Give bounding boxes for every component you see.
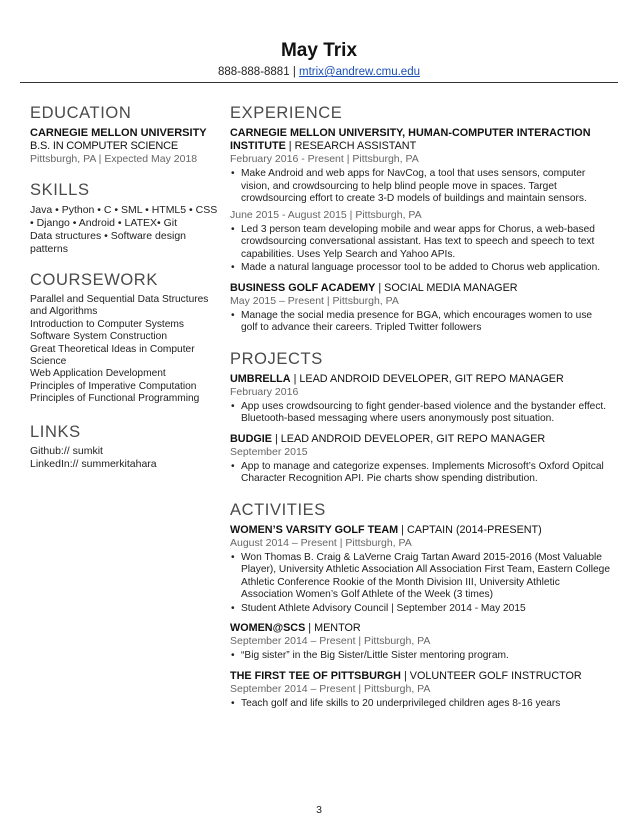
entry-date: February 2016 <box>230 385 299 398</box>
email-link[interactable]: mtrix@andrew.cmu.edu <box>299 66 420 78</box>
links-section <box>30 445 220 471</box>
course-item: Principles of Imperative Computation <box>30 380 197 392</box>
education-details: Pittsburgh, PA | Expected May 2018 <box>30 153 198 165</box>
bullet-item: • App uses crowdsourcing to fight gender-based violence and the bystander effect. Bluetooth-based messaging where users anonymously post situation. <box>241 401 610 426</box>
entry-role: | LEAD ANDROID DEVELOPER, GIT REPO MANAGER <box>290 372 564 385</box>
entry-date: September 2015 <box>230 445 308 458</box>
entry-bullets <box>230 698 610 711</box>
entry-date: September 2014 – Present | Pittsburgh, PA <box>230 682 431 695</box>
coursework-list <box>30 294 220 406</box>
experience-entry <box>230 282 610 335</box>
contact-separator: | <box>292 66 296 78</box>
entry-bullets <box>230 650 610 663</box>
entry-org: UMBRELLA <box>230 372 291 385</box>
entry-title <box>230 433 610 446</box>
header-divider <box>20 82 618 83</box>
course-item: Software System Construction <box>30 331 168 343</box>
entry-role: | CAPTAIN (2014-PRESENT) <box>398 523 542 536</box>
bullet-item: • App to manage and categorize expenses. Implements Microsoft’s Oxford Opitcal Character Recognition API. Pie charts show spending distribution. <box>241 461 610 486</box>
entry-title <box>230 670 610 683</box>
entry-date: September 2014 – Present | Pittsburgh, PA <box>230 635 431 647</box>
bullet-item: • Made a natural language processor tool to be added to Chorus web application. <box>241 262 610 275</box>
project-entry <box>230 373 610 426</box>
entry-role: | VOLUNTEER GOLF INSTRUCTOR <box>400 669 582 682</box>
experience-heading: EXPERIENCE <box>230 104 343 122</box>
entry-role: | LEAD ANDROID DEVELOPER, GIT REPO MANAGER <box>272 432 546 445</box>
entry-org: BUDGIE <box>230 432 272 445</box>
entry-bullets <box>230 224 610 275</box>
resume-header <box>0 40 638 78</box>
contact-line <box>0 66 638 78</box>
entry-title <box>230 127 610 153</box>
entry-bullets <box>230 310 610 335</box>
bullet-item: • Student Athlete Advisory Council | September 2014 - May 2015 <box>241 603 610 616</box>
activities-heading: ACTIVITIES <box>230 500 326 519</box>
education-heading: EDUCATION <box>30 104 132 122</box>
course-item: Great Theoretical Ideas in Computer Science <box>30 343 195 368</box>
entry-role: | SOCIAL MEDIA MANAGER <box>375 281 518 294</box>
skills-languages: Java • Python • C • SML • HTML5 • CSS • Django • Android • LATEX• Git <box>30 204 218 229</box>
entry-date: June 2015 - August 2015 | Pittsburgh, PA <box>230 208 422 221</box>
left-column <box>30 103 220 471</box>
links-heading: LINKS <box>30 422 81 441</box>
course-item: Web Application Development <box>30 368 166 380</box>
entry-bullets <box>230 401 610 426</box>
project-entry <box>230 433 610 486</box>
coursework-heading: COURSEWORK <box>30 271 158 289</box>
activity-entry <box>230 622 610 663</box>
entry-date: August 2014 – Present | Pittsburgh, PA <box>230 536 412 549</box>
candidate-name: May Trix <box>280 40 358 61</box>
school-name: CARNEGIE MELLON UNIVERSITY <box>30 127 207 139</box>
entry-org: WOMEN@SCS <box>230 622 306 634</box>
entry-title <box>230 524 610 537</box>
bullet-item: • Won Thomas B. Craig & LaVerne Craig Tartan Award 2015-2016 (Most Valuable Player), University Athletic Association All Association First Team, Eastern College Athletic Conference Rookie of the Month Division III, University Athletic Association Women’s Golf Athlete of the Week (3 times) <box>241 552 610 602</box>
page-number: 3 <box>316 804 322 816</box>
entry-org: BUSINESS GOLF ACADEMY <box>230 281 376 294</box>
activity-entry <box>230 670 610 711</box>
activity-entry <box>230 524 610 616</box>
bullet-item: • Make Android and web apps for NavCog, a tool that uses sensors, computer vision, and crowdsourcing to help blind people move in spaces. Target crowdsourcing effort to create 3-D models of buildings and maintain sensors. <box>241 168 610 206</box>
bullet-item: • “Big sister” in the Big Sister/Little Sister mentoring program. <box>241 650 610 663</box>
course-item: Principles of Functional Programming <box>30 393 200 405</box>
course-item: Parallel and Sequential Data Structures and Algorithms <box>30 294 209 318</box>
bullet-item: • Led 3 person team developing mobile and wear apps for Chorus, a web-based crowdsourcing conversational assistant. Has text to speech and speech to text capabilities. Uses Yelp Search and Yahoo APIs. <box>241 224 610 262</box>
entry-org: THE FIRST TEE OF PITTSBURGH <box>230 669 401 682</box>
entry-date: May 2015 – Present | Pittsburgh, PA <box>230 294 399 307</box>
bullet-item: • Teach golf and life skills to 20 underprivileged children ages 8-16 years <box>241 698 610 711</box>
entry-title <box>230 622 610 635</box>
projects-heading: PROJECTS <box>230 349 323 368</box>
education-section <box>30 127 220 166</box>
skills-concepts: Data structures • Software design patterns <box>30 230 186 255</box>
degree: B.S. IN COMPUTER SCIENCE <box>30 140 178 152</box>
entry-title <box>230 282 610 295</box>
entry-bullets <box>230 552 610 616</box>
entry-bullets <box>230 461 610 486</box>
github-link[interactable]: Github:// sumkit <box>30 444 103 457</box>
experience-entry <box>230 127 610 275</box>
entry-role: | MENTOR <box>305 622 361 634</box>
right-column <box>230 103 610 711</box>
linkedin-link[interactable]: LinkedIn:// summerkitahara <box>30 457 157 470</box>
entry-org: WOMEN’S VARSITY GOLF TEAM <box>230 523 399 536</box>
course-item: Introduction to Computer Systems <box>30 318 185 330</box>
skills-heading: SKILLS <box>30 181 90 199</box>
skills-section <box>30 204 220 256</box>
entry-bullets <box>230 168 610 206</box>
bullet-item: • Manage the social media presence for BGA, which encourages women to use golf to advance their careers. Tripled Twitter followers <box>241 310 610 335</box>
entry-org: CARNEGIE MELLON UNIVERSITY, HUMAN-COMPUTER INTERACTION INSTITUTE <box>230 127 591 152</box>
entry-date: February 2016 - Present | Pittsburgh, PA <box>230 153 419 165</box>
entry-title <box>230 373 610 386</box>
entry-role: | RESEARCH ASSISTANT <box>285 140 417 152</box>
phone-number: 888-888-8881 <box>217 66 290 78</box>
